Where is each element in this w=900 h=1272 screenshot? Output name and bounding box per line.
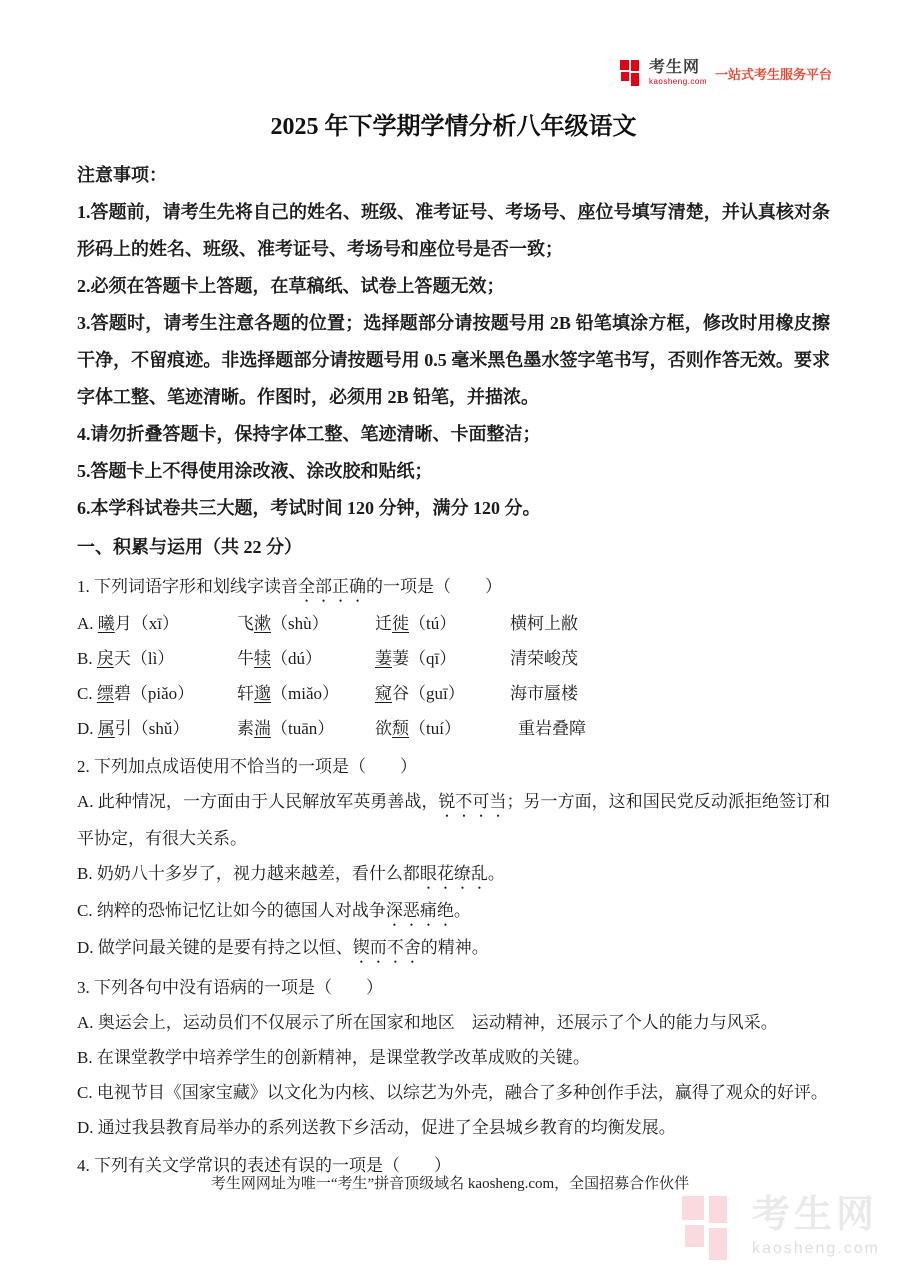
question-1-option-c — [77, 676, 830, 711]
question-1-option-a — [77, 606, 830, 641]
option-cell: 清荣峻茂 — [510, 649, 578, 668]
brand-text — [649, 60, 707, 86]
kaosheng-watermark-icon — [682, 1196, 740, 1260]
notice-item-4: 4.请勿折叠答题卡，保持字体工整、笔迹清晰、卡面整洁； — [77, 424, 541, 444]
brand-logo — [620, 60, 832, 86]
notice-item-5: 5.答题卡上不得使用涂改液、涂改胶和贴纸； — [77, 461, 433, 481]
notice-heading: 注意事项： — [77, 165, 167, 185]
option-cell: 迁徙（tú） — [375, 614, 457, 633]
question-1-option-b — [77, 641, 830, 676]
option-cell: 牛犊（dú） — [237, 649, 322, 668]
option-cell: A. 曦月（xī） — [77, 614, 180, 633]
option-cell: C. 缥碧（piǎo） — [77, 684, 195, 703]
option-cell: 窥谷（guī） — [375, 684, 465, 703]
question-3-option-c: C. 电视节目《国家宝藏》以文化为内核、以综艺为外壳，融合了多种创作手法，赢得了观众的好评。 — [77, 1083, 828, 1102]
watermark-name: 考生网 — [751, 1194, 878, 1236]
question-1-option-d — [77, 711, 830, 746]
question-2-option-a: A. 此种情况，一方面由于人民解放军英勇善战，锐不可当；另一方面，这和国民党反动派拒绝签订和平协定，有很大关系。 — [77, 792, 831, 848]
question-2-option-d: D. 做学问最关键的是要有持之以恒、锲而不舍的精神。 — [77, 938, 489, 957]
brand-tagline: 一站式考生服务平台 — [714, 66, 832, 82]
option-cell: 素湍（tuān） — [237, 719, 335, 738]
question-4-stem: 4. 下列有关文学常识的表述有误的一项是（ ） — [77, 1156, 451, 1175]
option-cell: 重岩叠障 — [518, 719, 586, 738]
notice-item-3: 3.答题时，请考生注意各题的位置；选择题部分请按题号用 2B 铅笔填涂方框，修改时用橡皮擦干净，不留痕迹。非选择题部分请按题号用 0.5 毫米黑色墨水签字笔书写，否则作答无效。要求字体工整、笔迹清晰。作图时，必须用 2B 铅笔，并描浓。 — [77, 313, 830, 407]
question-3-option-b: B. 在课堂教学中培养学生的创新精神，是课堂教学改革成败的关键。 — [77, 1048, 590, 1067]
watermark-logo — [682, 1196, 880, 1260]
question-3-stem: 3. 下列各句中没有语病的一项是（ ） — [77, 978, 383, 997]
brand-domain: kaosheng.com — [648, 77, 707, 86]
brand-name: 考生网 — [648, 59, 700, 76]
watermark-text — [752, 1196, 880, 1258]
section-heading-accumulation: 一、积累与运用（共 22 分） — [77, 537, 302, 557]
option-cell: 欲颓（tuí） — [375, 719, 461, 738]
option-cell: D. 属引（shǔ） — [77, 719, 190, 738]
document-content — [77, 106, 830, 1183]
watermark-domain: kaosheng.com — [751, 1239, 880, 1257]
option-cell: 横柯上敝 — [510, 614, 578, 633]
option-cell: 轩邈（miǎo） — [237, 684, 339, 703]
option-cell: 海市蜃楼 — [510, 684, 578, 703]
notice-item-2: 2.必须在答题卡上答题，在草稿纸、试卷上答题无效； — [77, 276, 505, 296]
question-1-stem: 1. 下列词语字形和划线字读音全部正确的一项是（ ） — [77, 577, 502, 596]
page-title: 2025 年下学期学情分析八年级语文 — [270, 114, 637, 140]
notice-item-6: 6.本学科试卷共三大题，考试时间 120 分钟，满分 120 分。 — [77, 498, 541, 518]
option-cell: 飞漱（shù） — [237, 614, 329, 633]
notice-item-1: 1.答题前，请考生先将自己的姓名、班级、准考证号、考场号、座位号填写清楚，并认真核对条形码上的姓名、班级、准考证号、考场号和座位号是否一致； — [77, 202, 830, 259]
question-3-option-d: D. 通过我县教育局举办的系列送教下乡活动，促进了全县城乡教育的均衡发展。 — [77, 1118, 676, 1137]
question-3-option-a: A. 奥运会上，运动员们不仅展示了所在国家和地区 运动精神，还展示了个人的能力与风采。 — [77, 1013, 778, 1032]
footer-text: 考生网网址为唯一“考生”拼音顶级域名 kaosheng.com，全国招募合作伙伴 — [210, 1176, 690, 1192]
option-cell: B. 戾天（lì） — [77, 649, 175, 668]
question-2-option-c: C. 纳粹的恐怖记忆让如今的德国人对战争深恶痛绝。 — [77, 901, 471, 920]
option-cell: 萋萋（qī） — [375, 649, 457, 668]
question-2-option-b: B. 奶奶八十多岁了，视力越来越差，看什么都眼花缭乱。 — [77, 864, 505, 883]
question-2-stem: 2. 下列加点成语使用不恰当的一项是（ ） — [77, 757, 417, 776]
kaosheng-logo-icon — [620, 60, 644, 86]
